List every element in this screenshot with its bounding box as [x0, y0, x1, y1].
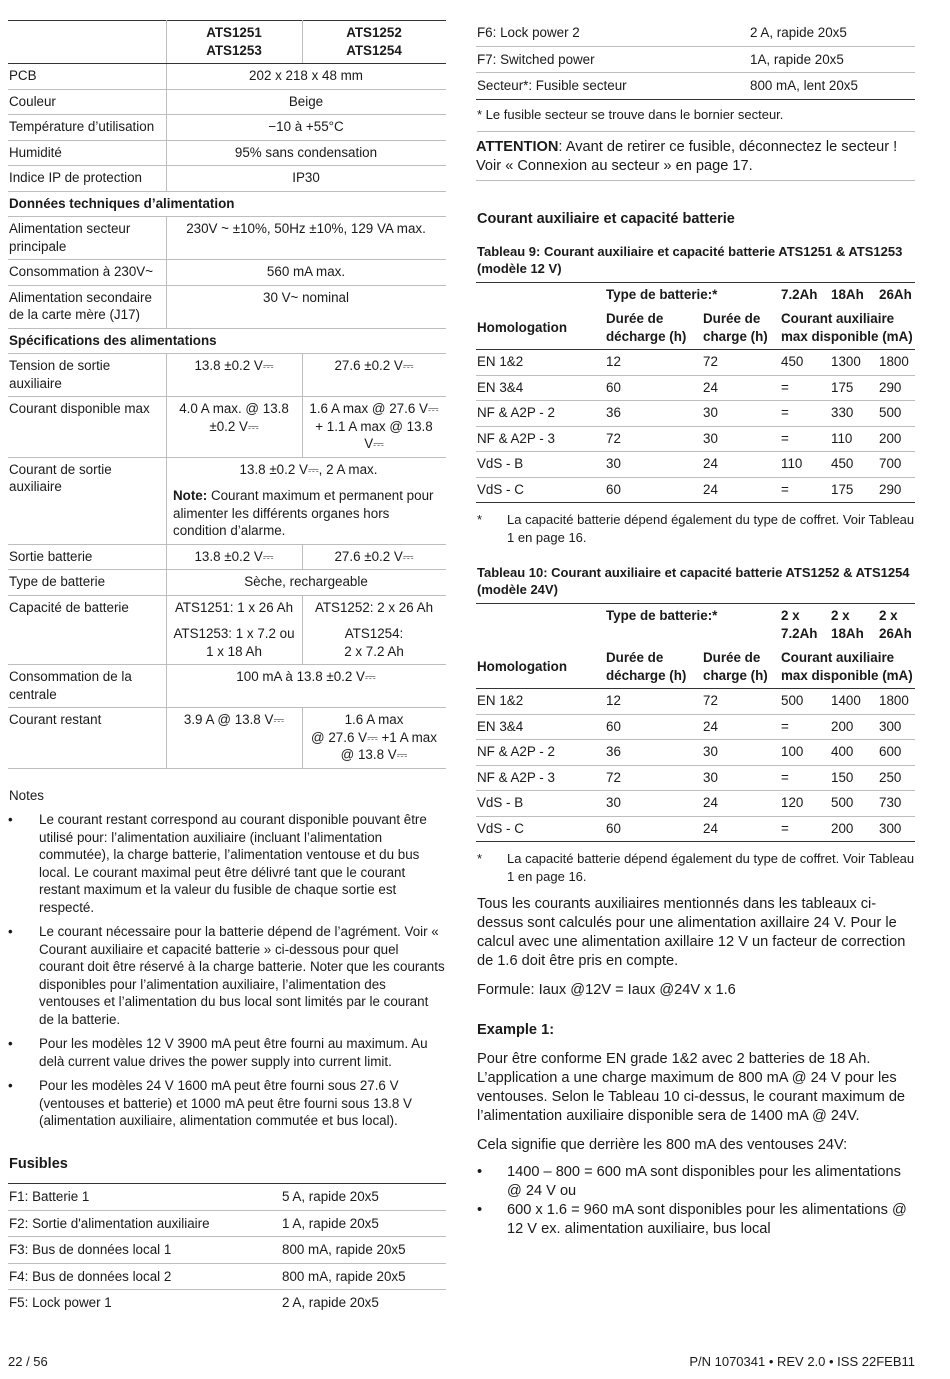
fuse-value: 800 mA, rapide 20x5 — [281, 1263, 446, 1290]
spec-row — [8, 354, 446, 397]
notes-list — [8, 811, 446, 1130]
battery-type-label: Type de batterie:* — [606, 608, 718, 623]
table-row — [476, 73, 915, 100]
spec-row — [8, 89, 446, 115]
spec-value: 4.0 A max. @ 13.8 ±0.2 V⎓ — [167, 397, 303, 458]
spec-value: 13.8 ±0.2 V⎓ — [167, 354, 303, 397]
spec-label: Consommation de la centrale — [8, 665, 167, 708]
fuse-table-right — [476, 20, 915, 100]
table-row: VdS - B 30 24 120 500 730 — [476, 791, 915, 817]
spec-note — [173, 487, 444, 540]
spec-value-cell — [167, 595, 303, 665]
spec-row — [8, 166, 446, 192]
table-row — [8, 1237, 446, 1264]
table-row: VdS - C 60 24 = 200 300 — [476, 816, 915, 842]
spec-row — [8, 140, 446, 166]
spec-value: ATS1251: 1 x 26 Ah — [174, 599, 294, 615]
table9-note — [477, 511, 915, 546]
spec-row — [8, 457, 446, 544]
spec-value: 202 x 218 x 48 mm — [167, 64, 447, 90]
spec-value: ATS1252: 2 x 26 Ah — [314, 599, 434, 615]
cap-header: 2 x 7.2Ah — [781, 608, 818, 641]
left-column — [8, 20, 446, 1316]
spec-label: Sortie batterie — [8, 544, 167, 570]
list-item: • Pour les modèles 24 V 1600 mA peut être fourni sous 27.6 V (ventouses et batterie) et 1000 mA peut être fourni sous 13.8 V (alimentation auxiliaire, alimentation commutée et bus local). — [8, 1077, 446, 1130]
spec-value: 1.6 A max @ 27.6 V⎓ + 1.1 A max @ 13.8 V⎓ — [303, 397, 447, 458]
spec-section-row — [8, 328, 446, 354]
spec-value: Sèche, rechargeable — [167, 570, 447, 596]
spec-value: 230V ~ ±10%, 50Hz ±10%, 129 VA max. — [167, 217, 447, 260]
table-row: EN 3&4 60 24 = 175 290 — [476, 375, 915, 401]
aux-max-header: Courant auxiliaire max disponible (mA) — [780, 307, 915, 350]
spec-value-cell — [303, 595, 447, 665]
cap-header: 18Ah — [831, 286, 864, 302]
fuse-name: F3: Bus de données local 1 — [8, 1237, 281, 1264]
table-row: NF & A2P - 3 72 30 = 110 200 — [476, 426, 915, 452]
fuse-name: F6: Lock power 2 — [476, 20, 749, 46]
spec-value: ATS1254: 2 x 7.2 Ah — [344, 626, 404, 659]
formula: Formule: Iaux @12V = Iaux @24V x 1.6 — [477, 982, 736, 998]
fuse-value: 1A, rapide 20x5 — [749, 46, 915, 73]
table-row: VdS - B 30 24 110 450 700 — [476, 452, 915, 478]
homologation-header: Homologation — [476, 646, 605, 689]
cap-header: 7.2Ah — [781, 286, 818, 302]
table-header-row — [476, 604, 915, 647]
fuse-name: F4: Bus de données local 2 — [8, 1263, 281, 1290]
spec-label: Alimentation secondaire de la carte mère (J17) — [8, 285, 167, 328]
homologation-header: Homologation — [476, 307, 605, 350]
spec-row — [8, 544, 446, 570]
table-row — [476, 20, 915, 46]
table-row: NF & A2P - 2 36 30 100 400 600 — [476, 740, 915, 766]
model-header-1: ATS1251 ATS1253 — [167, 21, 303, 64]
spec-value: 27.6 ±0.2 V⎓ — [303, 354, 447, 397]
spec-row — [8, 595, 446, 665]
table10-note — [477, 850, 915, 885]
spec-label: Indice IP de protection — [8, 166, 167, 192]
battery-type-label: Type de batterie:* — [606, 286, 718, 302]
spec-label: Couleur — [8, 89, 167, 115]
spec-value: 560 mA max. — [167, 260, 447, 286]
attention-label: ATTENTION — [476, 139, 559, 155]
spec-value: −10 à +55°C — [167, 115, 447, 141]
spec-label: Consommation à 230V~ — [8, 260, 167, 286]
spec-label: Courant restant — [8, 708, 167, 769]
spec-label: Tension de sortie auxiliaire — [8, 354, 167, 397]
spec-row — [8, 570, 446, 596]
table-header-row — [476, 646, 915, 689]
spec-value: 1.6 A max @ 27.6 V⎓ +1 A max @ 13.8 V⎓ — [303, 708, 447, 769]
spec-row — [8, 665, 446, 708]
charge-header: Durée de charge (h) — [702, 646, 780, 689]
discharge-header: Durée de décharge (h) — [605, 646, 702, 689]
body-paragraph: Pour être conforme EN grade 1&2 avec 2 batteries de 18 Ah. L’application a une charge maximum de 800 mA @ 24 V pour les ventouses. Selon le Tableau 10 ci-dessus, le courant maximum de l’alimentation auxiliaire disponible sera de 1400 mA @ 24V. — [477, 1050, 906, 1124]
charge-header: Durée de charge (h) — [702, 307, 780, 350]
table-row — [476, 46, 915, 73]
spec-value: 95% sans condensation — [167, 140, 447, 166]
table-row — [8, 1210, 446, 1237]
spec-label: Température d’utilisation — [8, 115, 167, 141]
table-header-row — [476, 282, 915, 307]
spec-value: 13.8 ±0.2 V⎓, 2 A max. — [239, 461, 378, 477]
section-heading: Spécifications des alimentations — [8, 328, 446, 354]
footnote-star: * — [477, 512, 483, 527]
spec-label: Courant de sortie auxiliaire — [8, 457, 167, 544]
cap-header: 2 x 18Ah — [831, 608, 864, 641]
table-row: NF & A2P - 3 72 30 = 150 250 — [476, 765, 915, 791]
spec-label: Capacité de batterie — [8, 595, 167, 665]
table10-caption: Tableau 10: Courant auxiliaire et capacité batterie ATS1252 & ATS1254 (modèle 24V) — [477, 565, 910, 597]
spec-value: Beige — [167, 89, 447, 115]
spec-label: Courant disponible max — [8, 397, 167, 458]
list-item: • 1400 – 800 = 600 mA sont disponibles pour les alimentations @ 24 V ou — [476, 1163, 915, 1201]
spec-row — [8, 397, 446, 458]
list-item: • Pour les modèles 12 V 3900 mA peut être fourni au maximum. Au delà current value drives the power supply into current limit. — [8, 1035, 446, 1070]
spec-value: ATS1253: 1 x 7.2 ou 1 x 18 Ah — [173, 626, 295, 659]
cap-header: 26Ah — [879, 286, 912, 302]
aux-max-header: Courant auxiliaire max disponible (mA) — [780, 646, 915, 689]
attention-text: : Avant de retirer ce fusible, déconnectez le secteur ! Voir « Connexion au secteur » en page 17. — [476, 139, 898, 174]
list-item: • Le courant restant correspond au courant disponible pouvant être utilisé pour: l’alimentation auxiliaire (incluant l’alimentation commutée), la charge batterie, l’alimentation ventouse et du bus local. Le courant maximal peut être délivré tant que le courant restant maximum et la valeur du fusible de chaque sortie est respecté. — [8, 811, 446, 916]
page-number: 22 / 56 — [8, 1354, 48, 1369]
fuse-table-left — [8, 1183, 446, 1316]
fusibles-heading: Fusibles — [9, 1155, 68, 1172]
fuse-value: 1 A, rapide 20x5 — [281, 1210, 446, 1237]
spec-value-cell — [167, 457, 447, 544]
fuse-name: F7: Switched power — [476, 46, 749, 73]
note-label: Note: — [173, 488, 208, 503]
notes-title: Notes — [9, 787, 44, 803]
spec-section-row — [8, 191, 446, 217]
spec-value: 3.9 A @ 13.8 V⎓ — [167, 708, 303, 769]
fuse-name: F1: Batterie 1 — [8, 1184, 281, 1211]
aux-section-heading: Courant auxiliaire et capacité batterie — [477, 211, 735, 227]
spec-value: IP30 — [167, 166, 447, 192]
spec-value: 30 V~ nominal — [167, 285, 447, 328]
note-text: Courant maximum et permanent pour alimenter les différents organes hors condition d’alarme. — [173, 488, 434, 538]
example-title: Example 1: — [477, 1022, 555, 1038]
spec-value: 100 mA à 13.8 ±0.2 V⎓ — [167, 665, 447, 708]
fuse-name: F5: Lock power 1 — [9, 1295, 112, 1310]
table-row: EN 3&4 60 24 = 200 300 — [476, 714, 915, 740]
spec-label: Alimentation secteur principale — [8, 217, 167, 260]
example-list — [476, 1163, 915, 1239]
table-row: EN 1&2 12 72 450 1300 1800 — [476, 350, 915, 376]
spec-row — [8, 260, 446, 286]
table-row — [8, 1263, 446, 1290]
table9-note-text: La capacité batterie dépend également du type de coffret. Voir Tableau 1 en page 16. — [507, 512, 915, 545]
table9 — [476, 282, 915, 504]
spec-table — [8, 20, 446, 769]
spec-row — [8, 708, 446, 769]
body-paragraph: Cela signifie que derrière les 800 mA des ventouses 24V: — [477, 1136, 848, 1153]
table-header-row — [476, 307, 915, 350]
spec-header-row — [8, 21, 446, 64]
fuse-value: 800 mA, lent 20x5 — [749, 73, 915, 100]
table10-note-text: La capacité batterie dépend également du type de coffret. Voir Tableau 1 en page 16. — [507, 851, 915, 884]
model-header-2: ATS1252 ATS1254 — [303, 21, 447, 64]
list-item: • 600 x 1.6 = 960 mA sont disponibles pour les alimentations @ 12 V ex. alimentation auxiliaire, bus local — [476, 1201, 915, 1239]
fuse-value: 2 A, rapide 20x5 — [282, 1295, 379, 1310]
section-heading: Données techniques d’alimentation — [8, 191, 446, 217]
cap-header: 2 x 26Ah — [879, 608, 912, 641]
discharge-header: Durée de décharge (h) — [605, 307, 702, 350]
table-row: VdS - C 60 24 = 175 290 — [476, 477, 915, 503]
spec-value: 13.8 ±0.2 V⎓ — [167, 544, 303, 570]
spec-row — [8, 115, 446, 141]
spec-label: Humidité — [8, 140, 167, 166]
spec-row — [8, 285, 446, 328]
fuse-value: 800 mA, rapide 20x5 — [281, 1237, 446, 1264]
right-column — [476, 20, 915, 1239]
table-row — [8, 1184, 446, 1211]
spec-row — [8, 217, 446, 260]
spec-label: PCB — [8, 64, 167, 90]
fuse-name: F2: Sortie d'alimentation auxiliaire — [8, 1210, 281, 1237]
table9-caption: Tableau 9: Courant auxiliaire et capacité batterie ATS1251 & ATS1253 (modèle 12 V) — [477, 243, 903, 276]
fuse-value: 2 A, rapide 20x5 — [749, 20, 915, 46]
body-paragraph: Tous les courants auxiliaires mentionnés dans les tableaux ci-dessus sont calculés pour une alimentation axillaire 24 V. Pour le calcul avec une alimentation axillaire 12 V un facteur de correction de 1.6 doit être pris en compte. — [477, 896, 906, 969]
footnote-star: * — [477, 851, 483, 866]
fuse-value: 5 A, rapide 20x5 — [281, 1184, 446, 1211]
attention-note — [476, 138, 915, 181]
spec-label: Type de batterie — [8, 570, 167, 596]
spec-value: 27.6 ±0.2 V⎓ — [303, 544, 447, 570]
fuse-name: Secteur*: Fusible secteur — [476, 73, 749, 100]
list-item: • Le courant nécessaire pour la batterie dépend de l’agrément. Voir « Courant auxiliaire et capacité batterie » ci-dessous pour quel courant doit être réservé à la charge batterie. Noter que les courants disponibles pour l’alimentation auxiliaire, l’alimentation des ventouses et l’alimentation du bus local sont limités par le courant de la batterie. — [8, 923, 446, 1028]
table-row: EN 1&2 12 72 500 1400 1800 — [476, 689, 915, 715]
table-row: NF & A2P - 2 36 30 = 330 500 — [476, 401, 915, 427]
table-row — [8, 1290, 446, 1316]
table10 — [476, 603, 915, 842]
document-ref: P/N 1070341 • REV 2.0 • ISS 22FEB11 — [689, 1354, 915, 1369]
spec-row — [8, 64, 446, 90]
fuse-footnote: * Le fusible secteur se trouve dans le bornier secteur. — [477, 106, 915, 133]
